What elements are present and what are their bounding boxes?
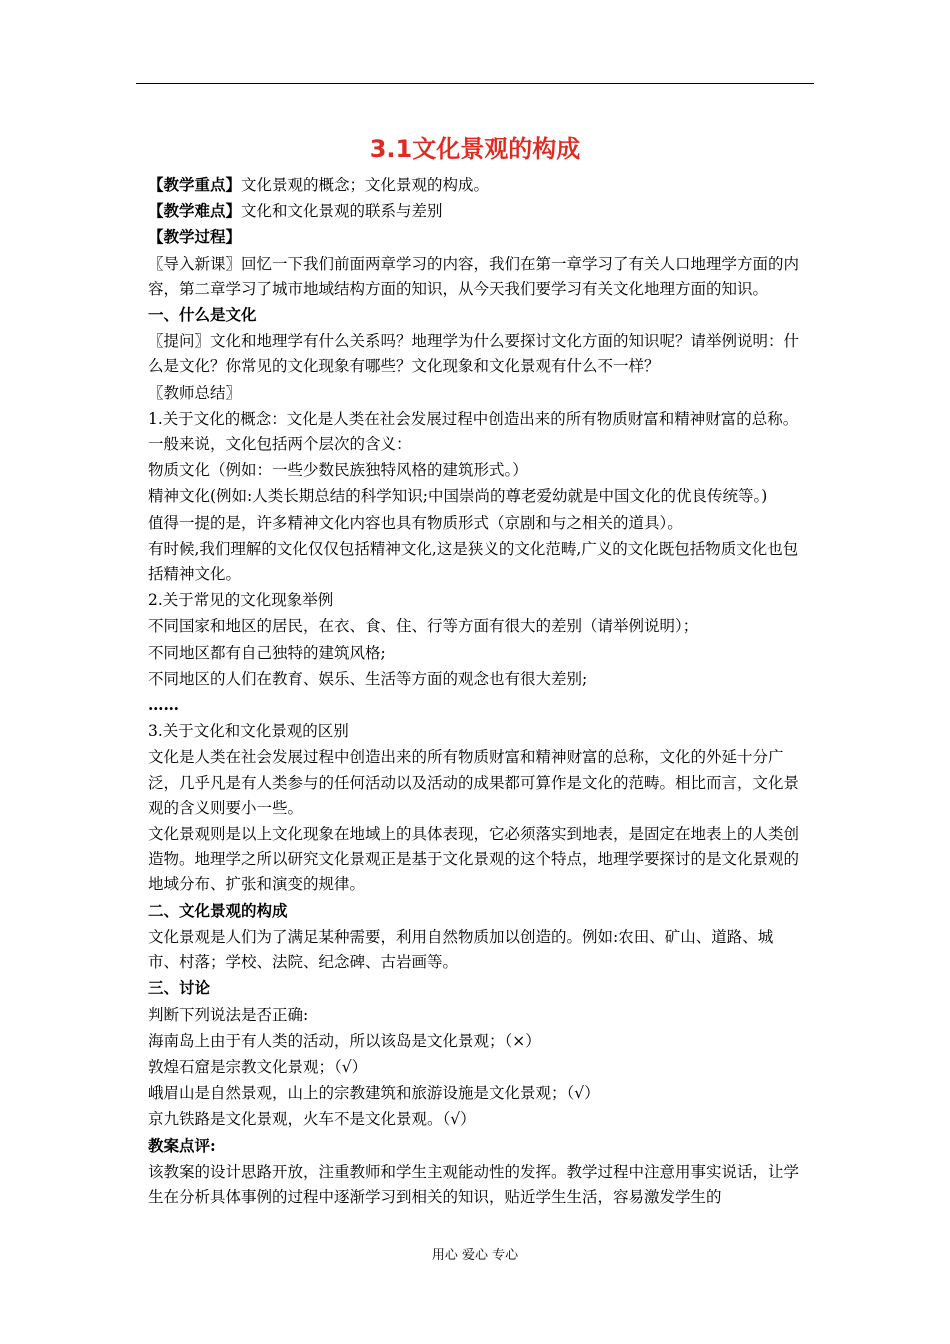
ellipsis: …… <box>148 695 179 715</box>
paragraph <box>148 406 803 457</box>
paragraph-text: 2.关于常见的文化现象举例 <box>148 591 334 610</box>
paragraph <box>148 224 803 250</box>
paragraph-text: 文化和文化景观的联系与差别 <box>241 202 443 221</box>
page-footer: 用心 爱心 专心 <box>431 1248 519 1263</box>
paragraph-text: 文化是人类在社会发展过程中创造出来的所有物质财富和精神财富的总称，文化的外延十分广泛，几乎凡是有人类参与的任何活动以及活动的成果都可算作是文化的范畴。相比而言，文化景观的含义则要小一些。 <box>148 748 800 817</box>
paragraph <box>148 587 803 613</box>
paragraph <box>148 251 803 302</box>
paragraph-text: 1.关于文化的概念：文化是人类在社会发展过程中创造出来的所有物质财富和精神财富的总称。一般来说，文化包括两个层次的含义： <box>148 409 799 454</box>
paragraph-text: 不同国家和地区的居民，在衣、食、住、行等方面有很大的差别（请举例说明）； <box>148 617 699 636</box>
paragraph <box>148 898 803 924</box>
paragraph-text: 精神文化(例如:人类长期总结的科学知识;中国崇尚的尊老爱幼就是中国文化的优良传统等。) <box>148 487 768 506</box>
paragraph-text: 京九铁路是文化景观，火车不是文化景观。（√） <box>148 1110 476 1129</box>
section-heading: 教案点评: <box>148 1135 216 1155</box>
paragraph <box>148 510 803 536</box>
paragraph-text: 文化景观是人们为了满足某种需要，利用自然物质加以创造的。例如:农田、矿山、道路、城市、村落；学校、法院、纪念碑、古岩画等。 <box>148 927 774 972</box>
paragraph-text: 峨眉山是自然景观，山上的宗教建筑和旅游设施是文化景观；（√） <box>148 1084 600 1103</box>
paragraph <box>148 380 803 406</box>
paragraph <box>148 821 803 898</box>
paragraph <box>148 924 803 975</box>
paragraph <box>148 666 803 692</box>
paragraph <box>148 1002 803 1028</box>
header-rule <box>136 83 814 84</box>
paragraph-text: 〖导入新课〗回忆一下我们前面两章学习的内容，我们在第一章学习了有关人口地理学方面的内容，第二章学习了城市地域结构方面的知识，从今天我们要学习有关文化地理方面的知识。 <box>148 254 800 298</box>
paragraph-text: 敦煌石窟是宗教文化景观；（√） <box>148 1057 368 1076</box>
paragraph <box>148 718 803 744</box>
paragraph-text: 〖教师总结〗 <box>148 383 242 402</box>
paragraph-text: 〖提问〗文化和地理学有什么关系吗？地理学为什么要探讨文化方面的知识呢？请举例说明：什么是文化？你常见的文化现象有哪些？文化现象和文化景观有什么不一样？ <box>148 332 800 376</box>
paragraph-text: 物质文化（例如：一些少数民族独特风格的建筑形式。） <box>148 461 528 480</box>
paragraph-text: 文化景观的概念；文化景观的构成。 <box>241 176 490 194</box>
paragraph <box>148 975 803 1001</box>
paragraph-label: 【教学重点】 <box>148 175 242 194</box>
paragraph <box>148 640 803 666</box>
section-heading: 二、文化景观的构成 <box>148 900 288 920</box>
paragraph <box>148 1106 803 1132</box>
paragraph <box>148 198 803 224</box>
paragraph <box>148 1133 803 1159</box>
paragraph <box>148 692 803 718</box>
paragraph <box>148 744 803 821</box>
paragraph-text: 有时候,我们理解的文化仅仅包括精神文化,这是狭义的文化范畴,广义的文化既包括物质文化也包括精神文化。 <box>148 539 799 584</box>
paragraph-text: 该教案的设计思路开放，注重教师和学生主观能动性的发挥。教学过程中注意用事实说话，让学生在分析具体事例的过程中逐渐学习到相关的知识，贴近学生生活，容易激发学生的 <box>148 1162 800 1206</box>
section-heading: 三、讨论 <box>148 978 211 998</box>
paragraph-text: 判断下列说法是否正确: <box>148 1005 309 1024</box>
paragraph-text: 海南岛上由于有人类的活动，所以该岛是文化景观；（×） <box>148 1031 541 1050</box>
paragraph <box>148 1054 803 1080</box>
paragraph <box>148 1028 803 1054</box>
paragraph <box>148 613 803 639</box>
paragraph <box>148 302 803 328</box>
page-title: 3.1文化景观的构成 <box>369 135 581 163</box>
paragraph <box>148 172 803 198</box>
paragraph-text: 不同地区都有自己独特的建筑风格; <box>148 643 386 662</box>
paragraph-text: 文化景观则是以上文化现象在地域上的具体表现，它必须落实到地表，是固定在地表上的人类创造物。地理学之所以研究文化景观正是基于文化景观的这个特点，地理学要探讨的是文化景观的地域分布、扩张和演变的规律。 <box>148 825 800 894</box>
paragraph <box>148 457 803 483</box>
paragraph <box>148 483 803 509</box>
paragraph <box>148 328 803 379</box>
paragraph-text: 3.关于文化和文化景观的区别 <box>148 722 349 741</box>
paragraph <box>148 536 803 587</box>
paragraph-label: 【教学难点】 <box>148 201 242 221</box>
paragraph <box>148 1080 803 1106</box>
paragraph-text: 不同地区的人们在教育、娱乐、生活等方面的观念也有很大差别; <box>148 669 588 688</box>
section-heading: 一、什么是文化 <box>148 305 257 325</box>
paragraph-label: 【教学过程】 <box>148 227 242 247</box>
document-body <box>148 172 803 1210</box>
paragraph <box>148 1159 803 1210</box>
paragraph-text: 值得一提的是，许多精神文化内容也具有物质形式（京剧和与之相关的道具）。 <box>148 513 683 532</box>
